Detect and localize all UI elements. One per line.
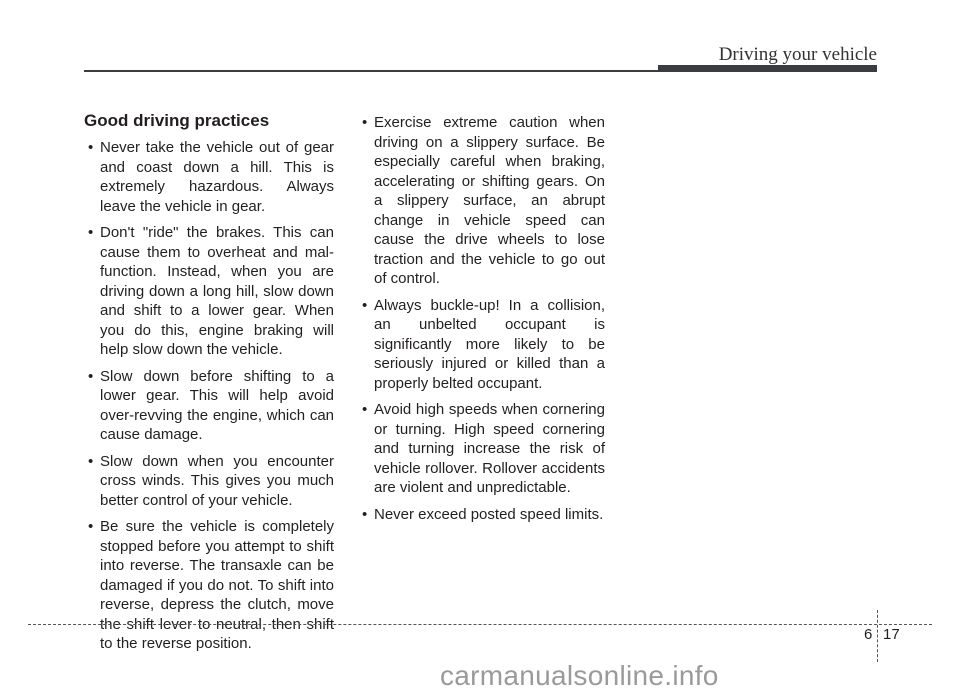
section-heading: Good driving practices [84, 111, 270, 130]
header-rule [84, 70, 660, 72]
chapter-number: 6 [864, 626, 873, 643]
right-column [358, 113, 605, 531]
page-number-divider [877, 610, 878, 662]
bullet-item: • Slow down when you encounter cross winds. This gives you much better control of your vehicle. [84, 452, 334, 511]
bullet-item: • Slow down before shifting to a lower gear. This will help avoid over-revving the engine, which can cause damage. [84, 367, 334, 445]
footer-rule [28, 624, 932, 625]
page-number: 17 [883, 626, 900, 643]
bullet-item: • Always buckle-up! In a collision, an unbelted occupant is significantly more likely to be seriously injured or killed than a properly belted occupant. [358, 296, 605, 394]
bullet-item: • Be sure the vehicle is completely stopped before you attempt to shift into reverse. The transaxle can be damaged if you do not. To shift into reverse, depress the clutch, move the shift lever to neutral, then shift to the reverse position. [84, 517, 334, 654]
bullet-item: • Never take the vehicle out of gear and coast down a hill. This is extremely hazardous. Always leave the vehicle in gear. [84, 138, 334, 216]
bullet-item: • Never exceed posted speed limits. [358, 505, 605, 525]
bullet-item: • Don't "ride" the brakes. This can cause them to overheat and mal-function. Instead, when you are driving down a long hill, slow down and shift to a lower gear. When you do this, engine braking will help slow down the vehicle. [84, 223, 334, 360]
bullet-item: • Avoid high speeds when cornering or turning. High speed cornering and turning increase the risk of vehicle rollover. Rollover accidents are violent and unpredictable. [358, 400, 605, 498]
left-column [84, 110, 334, 661]
watermark: carmanualsonline.info [440, 660, 719, 691]
running-header-title: Driving your vehicle [718, 44, 877, 65]
header-rule-accent [658, 65, 877, 72]
bullet-item: • Exercise extreme caution when driving on a slippery surface. Be especially careful when braking, accelerating or shifting gears. On a slippery surface, an abrupt change in vehicle speed can cause the drive wheels to lose traction and the vehicle to go out of control. [358, 113, 605, 289]
